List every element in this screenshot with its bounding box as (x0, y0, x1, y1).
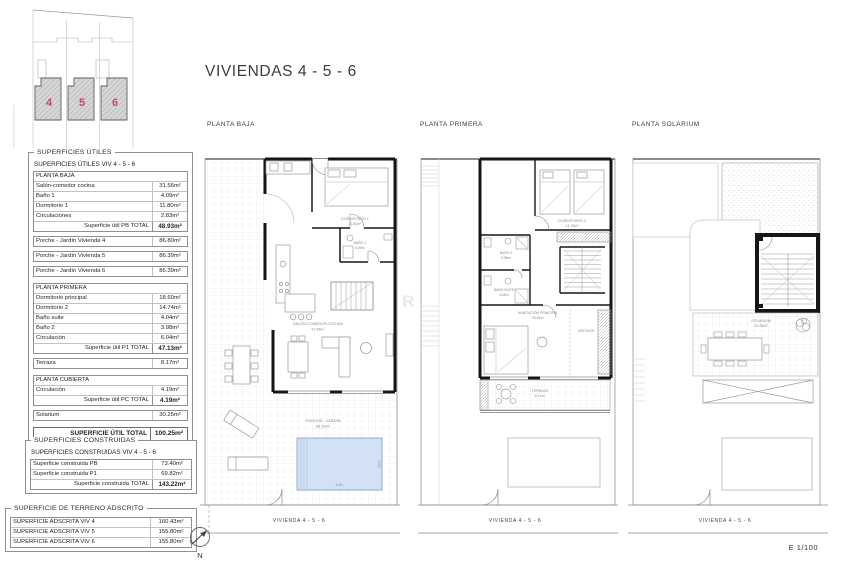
terreno-adscrito-title: SUPERFICIE DE TERRENO ADSCRITO (11, 505, 147, 512)
table-row: Salón-comedor cocina 31.56m² (34, 182, 187, 192)
solarium-area: 30.25m² (754, 324, 768, 328)
solarium-table (33, 410, 188, 421)
construidas-table (30, 459, 192, 490)
grand-total-row: SUPERFICIE ÚTIL TOTAL 100.25m² (33, 427, 188, 441)
wardrobe (598, 310, 611, 374)
solarium-table (708, 338, 762, 360)
plot-number-4: 4 (45, 97, 53, 109)
table-row: Circulación 4.19m² (34, 386, 187, 396)
total-row: Superficie útil PC TOTAL 4.19m² (34, 396, 187, 405)
porche-label: PORCHE - JARDÍN (305, 418, 341, 423)
bano2-area: 3.98m² (500, 256, 512, 260)
superficies-utiles-group (28, 149, 193, 445)
adscrito-table (10, 517, 192, 548)
plan-baja-drawing (200, 134, 400, 538)
stairwell (757, 235, 818, 311)
plan-primera-drawing (418, 134, 618, 538)
table-row: SUPERFICIE ADSCRITA VIV 5 155.80m² (11, 528, 191, 538)
pool-width-dim: 2.00 (377, 460, 381, 468)
terraza-table (33, 358, 188, 369)
closet (557, 232, 611, 242)
total-row: Superficie útil P1 TOTAL 47.13m² (34, 344, 187, 353)
table-row: Terraza 8.17m² (34, 359, 187, 368)
dormitorio2-label: DORMITORIO 2 (558, 219, 586, 223)
table-row: Baño suite 4.04m² (34, 314, 187, 324)
plan-solarium-label: PLANTA SOLARIUM (632, 121, 700, 128)
table-row: Baño 1 4.09m² (34, 192, 187, 202)
stairs (331, 282, 373, 310)
pool-length-dim: 4.50 (335, 483, 343, 487)
terraza-area: 8.17m² (534, 394, 546, 398)
plan-footer-band (628, 505, 828, 533)
salon-area: 31.56m² (311, 327, 325, 332)
planta-primera-table (33, 283, 188, 354)
dormitorio2-area: 14.74m² (565, 224, 579, 228)
plan-baja-label: PLANTA BAJA (207, 121, 256, 128)
section-header-row: PLANTA PRIMERA (34, 284, 187, 294)
vestidor-label: VESTIDOR (577, 329, 595, 333)
planta-baja-table (33, 171, 188, 232)
plan-footer-band (200, 505, 400, 533)
porche-area: 86.39m² (316, 424, 330, 429)
porche-table (33, 236, 188, 247)
pool-outline (722, 438, 812, 490)
table-row: Dormitorio 2 14.74m² (34, 304, 187, 314)
principal-area: 18.60m² (531, 316, 545, 320)
banosuite-area: 4.04m² (498, 293, 510, 297)
terreno-adscrito-group (5, 505, 197, 552)
bano1-area: 4.09m² (354, 246, 366, 250)
plot-number-6: 6 (111, 97, 119, 109)
pool-outline (508, 438, 600, 487)
table-row: Porche - Jardín Vivienda 5 86.39m² (34, 252, 187, 261)
table-row: Superficie construida P1 69.82m² (31, 470, 191, 480)
bano1-label: BAÑO 1 (353, 241, 367, 245)
solarium-label: SOLARIUM (751, 319, 771, 323)
plan-footer-band (418, 505, 618, 533)
section-header-row: PLANTA CUBIERTA (34, 376, 187, 386)
superficies-utiles-title: SUPERFICIES ÚTILES (34, 149, 115, 156)
table-row: Porche - Jardín Vivienda 4 86.80m² (34, 237, 187, 246)
page-title: VIVIENDAS 4 - 5 - 6 (205, 63, 357, 80)
plan-primera-footer: VIVIENDA 4 - 5 - 6 (488, 518, 542, 524)
table-row: Dormitorio 1 11.80m² (34, 202, 187, 212)
principal-label: HABITACIÓN PRINCIPAL (517, 311, 559, 315)
table-row: Dormitorio principal 18.60m² (34, 294, 187, 304)
table-row: Porche - Jardín Vivienda 6 86.39m² (34, 267, 187, 276)
table-row: Superficie construida PB 73.40m² (31, 460, 191, 470)
section-header-row: PLANTA BAJA (34, 172, 187, 182)
table-row: Circulación 6.04m² (34, 334, 187, 344)
north-arrow-icon (180, 520, 224, 564)
table-row: Baño 2 3.98m² (34, 324, 187, 334)
scale-label: E 1/100 (788, 543, 818, 552)
dormitorio1-area: 11.80m² (348, 222, 362, 226)
bano2-label: BAÑO 2 (499, 251, 513, 255)
porche-table (33, 266, 188, 277)
porche-table (33, 251, 188, 262)
total-row: Superficie útil PB TOTAL 48.93m² (34, 222, 187, 231)
north-label: N (197, 551, 203, 560)
table-row: SUPERFICIE ADSCRITA VIV 6 155.80m² (11, 538, 191, 547)
table-row: SUPERFICIE ADSCRITA VIV 4 160.43m² (11, 518, 191, 528)
dormitorio1-label: DORMITORIO 1 (341, 217, 369, 221)
terraza-label: TERRAZA (531, 389, 549, 393)
utiles-subtitle: SUPERFICIES ÚTILES VIV 4 - 5 - 6 (34, 161, 136, 168)
plan-baja-footer: VIVIENDA 4 - 5 - 6 (272, 518, 326, 524)
banosuite-label: BAÑO SUITE (493, 288, 515, 292)
superficies-construidas-title: SUPERFICIES CONSTRUIDAS (31, 437, 138, 444)
plan-solarium-drawing (628, 134, 828, 538)
site-buildings (35, 78, 127, 120)
total-row: Superficie construida TOTAL 143.22m² (31, 480, 191, 489)
salon-label: SALÓN-COMEDOR-COCINA (293, 322, 343, 326)
porch-dining-table (225, 346, 258, 384)
bed (325, 168, 388, 206)
construidas-subtitle: SUPERFICIES CONSTRUIDAS VIV 4 - 5 - 6 (31, 449, 156, 456)
void-below (690, 220, 760, 310)
plan-solarium-footer: VIVIENDA 4 - 5 - 6 (698, 518, 752, 524)
pool (297, 438, 382, 490)
table-row: Circulaciones 2.83m² (34, 212, 187, 222)
plot-number-5: 5 (78, 97, 86, 109)
plan-primera-label: PLANTA PRIMERA (420, 121, 483, 128)
table-row: Solarium 30.25m² (34, 411, 187, 420)
planta-cubierta-table (33, 375, 188, 406)
site-plan-drawing (4, 0, 174, 150)
superficies-construidas-group (25, 437, 197, 494)
